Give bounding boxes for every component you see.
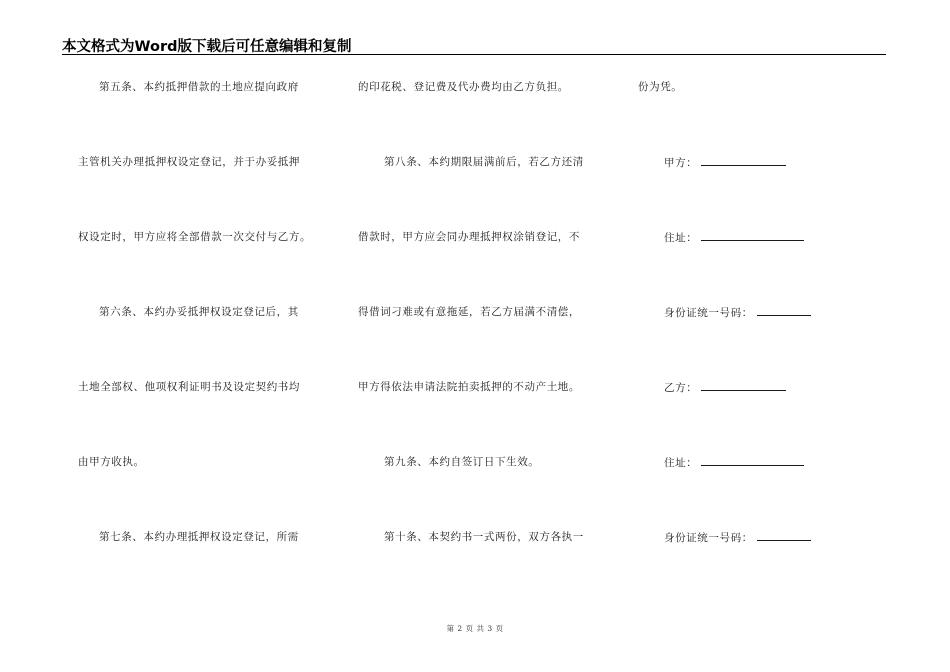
article-5-line-1: 第五条、本约抵押借款的土地应提向政府	[99, 81, 299, 93]
address-a-blank	[701, 230, 804, 241]
party-b-row	[638, 380, 786, 395]
article-10-line-1: 第十条、本契约书一式两份，双方各执一	[384, 531, 584, 543]
article-7-line-1: 第七条、本约办理抵押权设定登记，所需	[99, 531, 299, 543]
article-5-line-3: 权设定时，甲方应将全部借款一次交付与乙方。	[78, 231, 312, 243]
address-a-label: 住址：	[664, 232, 698, 244]
party-a-label: 甲方：	[664, 157, 698, 169]
article-5-line-2: 主管机关办理抵押权设定登记，并于办妥抵押	[78, 156, 300, 168]
article-7-line-2: 的印花税、登记费及代办费均由乙方负担。	[358, 81, 569, 93]
article-8-line-1: 第八条、本约期限届满前后，若乙方还清	[384, 156, 584, 168]
party-a-blank	[701, 155, 786, 166]
party-b-label: 乙方：	[664, 382, 698, 394]
id-a-label: 身份证统一号码：	[664, 307, 753, 319]
article-8-line-4: 甲方得依法申请法院拍卖抵押的不动产土地。	[358, 381, 580, 393]
article-10-line-2: 份为凭。	[638, 81, 683, 93]
address-b-row	[638, 455, 804, 470]
address-b-blank	[701, 455, 804, 466]
party-b-blank	[701, 380, 786, 391]
article-8-line-3: 得借词刁难或有意拖延，若乙方届满不清偿，	[358, 306, 580, 318]
article-9-line: 第九条、本约自签订日下生效。	[384, 456, 540, 468]
page-header	[62, 33, 886, 55]
article-8-line-2: 借款时，甲方应会同办理抵押权涂销登记，不	[358, 231, 580, 243]
address-b-label: 住址：	[664, 457, 698, 469]
id-b-row	[638, 530, 811, 545]
id-a-row	[638, 305, 811, 320]
id-a-blank	[757, 305, 811, 316]
article-6-line-1: 第六条、本约办妥抵押权设定登记后，其	[99, 306, 299, 318]
id-b-blank	[757, 530, 811, 541]
header-title: 本文格式为Word版下载后可任意编辑和复制	[62, 39, 352, 55]
article-6-line-2: 土地全部权、他项权利证明书及设定契约书均	[78, 381, 300, 393]
article-6-line-3: 由甲方收执。	[78, 456, 145, 468]
id-b-label: 身份证统一号码：	[664, 532, 753, 544]
page-number: 第 2 页 共 3 页	[446, 624, 504, 633]
address-a-row	[638, 230, 804, 245]
party-a-row	[638, 155, 786, 170]
